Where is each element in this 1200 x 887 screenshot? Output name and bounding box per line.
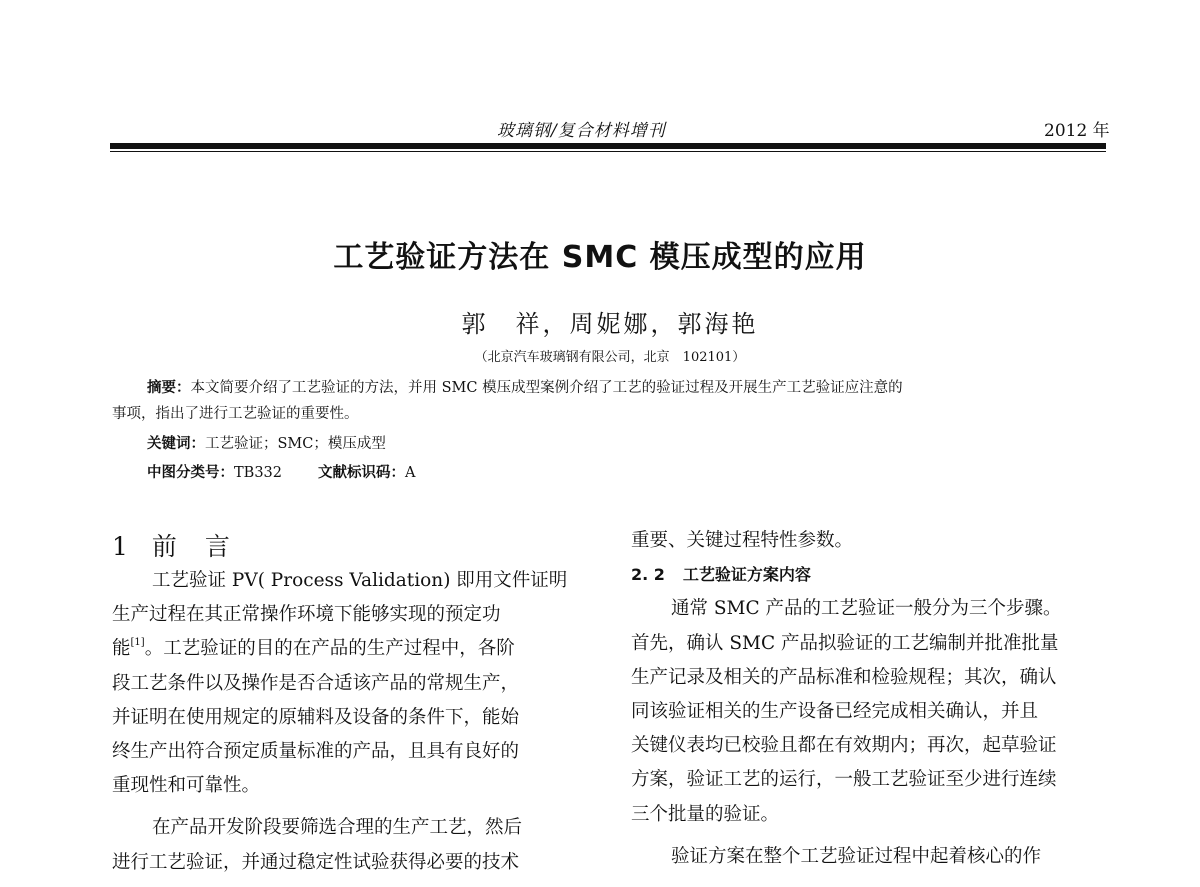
text-line: 段工艺条件以及操作是否合适该产品的常规生产， bbox=[112, 672, 520, 694]
paper-affiliation: （北京汽车玻璃钢有限公司，北京 102101） bbox=[474, 350, 746, 365]
abstract-label: 摘要： bbox=[147, 380, 191, 396]
text-line: 通常 SMC 产品的工艺验证一般分为三个步骤。 bbox=[671, 598, 1062, 620]
clc-value: TB332 bbox=[234, 465, 283, 481]
abstract-line-1 bbox=[147, 376, 903, 397]
section-number: 1 bbox=[112, 532, 130, 561]
section-heading-1 bbox=[112, 527, 232, 563]
keywords-line bbox=[147, 432, 386, 453]
running-header-journal: 玻璃钢/复合材料增刊 bbox=[497, 121, 666, 141]
clc-label: 中图分类号： bbox=[147, 465, 234, 481]
doc-code-value: A bbox=[405, 465, 416, 481]
text-line: 生产记录及相关的产品标准和检验规程；其次，确认 bbox=[631, 666, 1057, 688]
text-line bbox=[112, 632, 582, 666]
keywords-text: 工艺验证；SMC；模压成型 bbox=[205, 436, 386, 452]
running-header-year: 2012 年 bbox=[1044, 121, 1110, 141]
text-line: 首先，确认 SMC 产品拟验证的工艺编制并批准批量 bbox=[631, 632, 1059, 654]
text-line: 三个批量的验证。 bbox=[631, 803, 780, 825]
paper-authors: 郭 祥，周妮娜，郭海艳 bbox=[461, 310, 759, 338]
text-line: 同该验证相关的生产设备已经完成相关确认，并且 bbox=[631, 701, 1039, 723]
text-line: 工艺验证 PV( Process Validation) 即用文件证明 bbox=[152, 570, 568, 591]
text-line: 生产过程在其正常操作环境下能够实现的预定功 bbox=[112, 604, 501, 626]
left-column bbox=[112, 564, 582, 880]
text-line: 终生产出符合预定质量标准的产品，且具有良好的 bbox=[112, 741, 520, 763]
header-rule-thin bbox=[110, 151, 1106, 152]
text-line: 重现性和可靠性。 bbox=[112, 775, 261, 797]
subsection-title: 工艺验证方案内容 bbox=[682, 565, 811, 585]
doc-code-label: 文献标识码： bbox=[318, 465, 406, 481]
paper-title: 工艺验证方法在 SMC 模压成型的应用 bbox=[333, 240, 867, 275]
text-line: 方案，验证工艺的运行，一般工艺验证至少进行连续 bbox=[631, 769, 1057, 791]
text-line: 验证方案在整个工艺验证过程中起着核心的作 bbox=[671, 845, 1042, 867]
section-word-2: 言 bbox=[204, 532, 232, 561]
subsection-number: 2. 2 bbox=[631, 565, 665, 585]
text-line: 在产品开发阶段要筛选合理的生产工艺，然后 bbox=[152, 817, 523, 839]
abstract-text-1: 本文简要介绍了工艺验证的方法，并用 SMC 模压成型案例介绍了工艺的验证过程及开展生产工艺验证应注意的 bbox=[190, 380, 903, 396]
right-column bbox=[631, 524, 1107, 874]
text-fragment: 。工艺验证的目的在产品的生产过程中，各阶 bbox=[144, 638, 515, 660]
keywords-label: 关键词： bbox=[147, 436, 205, 452]
text-line: 关键仪表均已校验且都在有效期内；再次，起草验证 bbox=[631, 735, 1057, 757]
reference-marker: [1] bbox=[130, 637, 145, 649]
text-line: 进行工艺验证，并通过稳定性试验获得必要的技术 bbox=[112, 851, 520, 873]
section-word-1: 前 bbox=[151, 532, 179, 561]
text-fragment: 能 bbox=[112, 638, 131, 660]
subsection-heading bbox=[631, 558, 1107, 592]
text-line: 重要、关键过程特性参数。 bbox=[631, 530, 854, 551]
abstract-line-2: 事项，指出了进行工艺验证的重要性。 bbox=[112, 406, 359, 422]
text-line: 并证明在使用规定的原辅料及设备的条件下，能始 bbox=[112, 706, 520, 728]
classification-line bbox=[147, 461, 416, 482]
header-rule-thick bbox=[110, 143, 1106, 149]
